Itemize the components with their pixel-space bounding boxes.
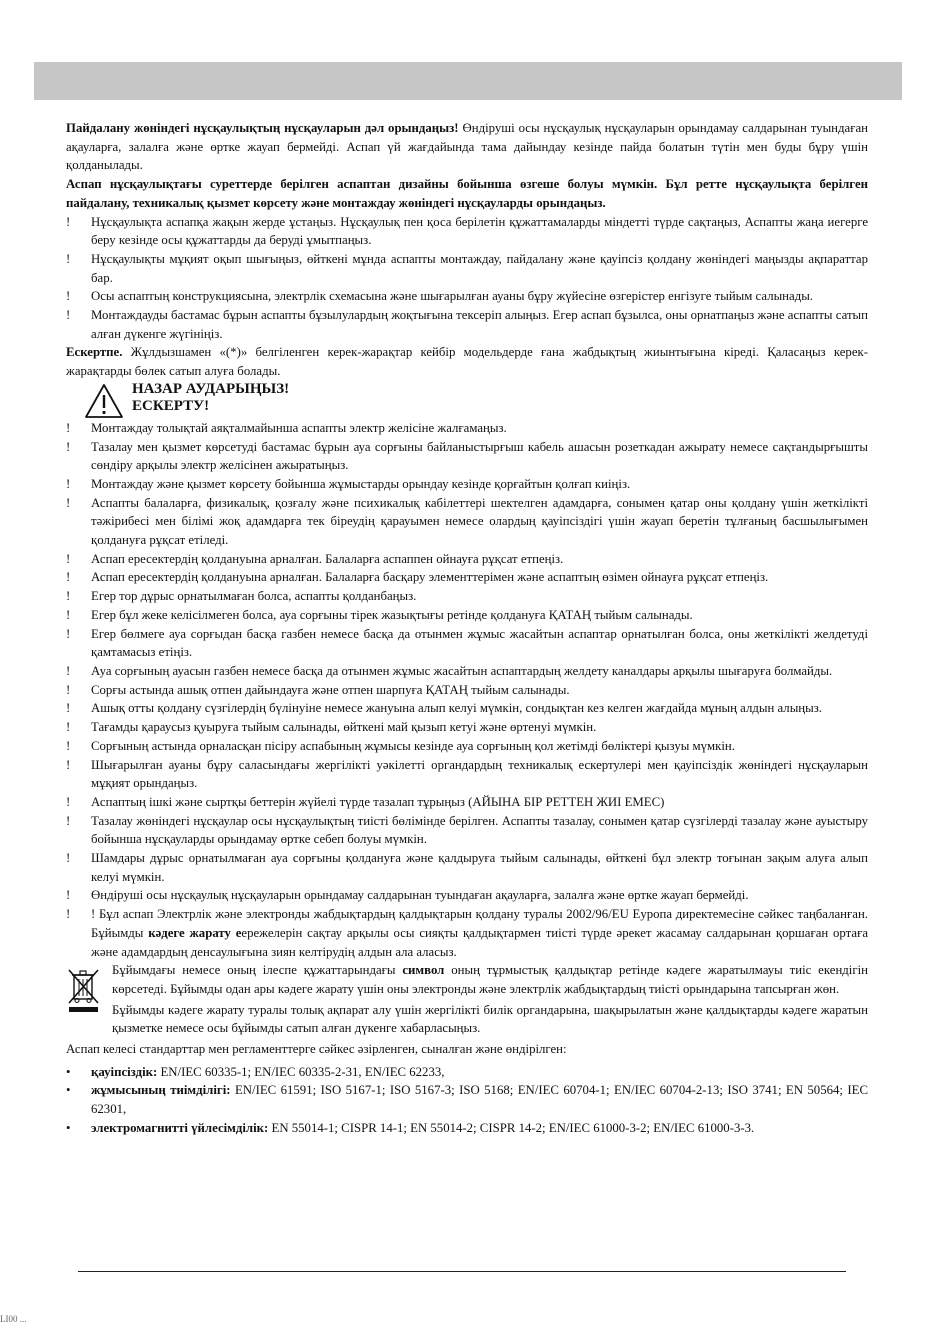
weee-paragraph-2: Бұйымды кәдеге жарату туралы толық ақпарат алу үшін жергілікті билік органдарына, шақырылатын және қалдықтарды кәдеге жаратын қызметке немесе осы бұйымды сатып алған дүкенге хабарласыңыз. [112, 1002, 868, 1036]
document-body [66, 119, 868, 1138]
list-item [66, 905, 868, 961]
design-note: Аспап нұсқаулықтағы суреттерде берілген аспаптан дизайны бойынша өзгеше болуы мүмкін. Бұл ретте нұсқаулықта берілген пайдалану, техникалық қызмет көрсету және монтаждау жөніндегі нұсқауларды орындаңыз. [66, 177, 868, 210]
warning-block [66, 381, 868, 419]
standard-label: қауіпсіздік: [91, 1064, 158, 1079]
list-item: ! Сорғының астында орналасқан пісіру аспабының жұмысы кезінде ауа сорғының қол жетімді бөліктері қызуы мүмкін. [66, 737, 868, 756]
weee-part2: оның тұрмыстық қалдықтар ретінде кәдеге жаратылмауы тиіс екендігін көрсетеді. Бұйымды одан ары кәдеге жарату үшін оны электронды және электрлік жабдықтардың тиісті орындарына тапсырған жөн. [112, 963, 869, 996]
standard-label: электромагнитті үйлесімділік: [91, 1120, 269, 1135]
warning-heading [132, 381, 289, 415]
weee-text [112, 961, 868, 1038]
intro-paragraph [66, 119, 868, 175]
list-item: ! Тазалау жөніндегі нұсқаулар осы нұсқаулықтың тиісті бөлімінде берілген. Аспапты тазалау, сонымен қатар сүзгілерді тазалау және ауыстыру бойынша нұсқауларды орындамау өртке себеп болуы мүмкін. [66, 812, 868, 849]
note-label: Ескертпе. [66, 345, 123, 360]
list-item: ! Аспап ересектердің қолдануына арналған. Балаларға басқару элементтерімен және аспаптың өзімен ойнауға рұқсат етпеңіз. [66, 568, 868, 587]
weee-symbol-word: символ [402, 963, 445, 978]
list-item: ! Өндіруші осы нұсқаулық нұсқауларын орындамау салдарынан туындаған ақауларға, залалға және өртке жауап бермейді. [66, 886, 868, 905]
weee-block [66, 961, 868, 1038]
list-item [66, 1119, 868, 1138]
warning-line-2: ЕСКЕРТУ! [132, 397, 210, 414]
header-bar [34, 62, 902, 100]
list-item: ! Монтаждау және қызмет көрсету бойынша жұмыстарды орындау кезінде қорғайтын қолғап киіңіз. [66, 475, 868, 494]
standard-text: EN/IEC 61591; ISO 5167-1; ISO 5167-3; ISO 5168; EN/IEC 60704-1; EN/IEC 60704-2-13; ISO 3741; EN 50564; IEC 62301, [91, 1083, 868, 1117]
warning-list [66, 419, 868, 961]
list-item: ! Монтаждауды бастамас бұрын аспапты бұзылулардың жоқтығына тексеріп алыңыз. Егер аспап бұзылса, оны орнатпаңыз және аспапты сатып алған дүкенге жүгініңіз. [66, 306, 868, 343]
list-item: ! Сорғы астында ашық отпен дайындауға және отпен шарпуға ҚАТАҢ тыйым салынады. [66, 681, 868, 700]
standard-text: EN/IEC 60335-1; EN/IEC 60335-2-31, EN/IEC 62233, [157, 1064, 445, 1079]
weee-symbol [66, 967, 112, 1019]
footer-rule [78, 1271, 846, 1272]
standard-text: EN 55014-1; CISPR 14-1; EN 55014-2; CISPR 14-2; EN/IEC 61000-3-2; EN/IEC 61000-3-3. [268, 1120, 755, 1135]
list-item: ! Ауа сорғының ауасын газбен немесе басқа да отынмен жұмыс жасайтын аспаптардың желдету каналдары арқылы шығаруға болмайды. [66, 662, 868, 681]
list-item: ! Егер бөлмеге ауа сорғыдан басқа газбен немесе басқа да отынмен жұмыс жасайтын аспаптар орнатылған болса, оны жеткілікті желдетуді қамтамасыз етіңіз. [66, 625, 868, 662]
list-item: ! Нұсқаулықты мұқият оқып шығыңыз, өйткені мұнда аспапты монтаждау, пайдалану және қауіпсіз қолдану жөніндегі маңызды ақпараттар бар. [66, 250, 868, 287]
intro-rest: Өндіруші осы нұсқаулық нұсқауларын орындамау салдарынан туындаған ақауларға, залалға және өртке жауап бермейді. Аспап үй жағдайында тама дайындау кезінде пайда болатын түтін мен буды бұру үшін қолданылады. [66, 121, 868, 173]
weee-intro-part1: ! Бұл аспап Электрлік және электронды жабдықтардың қалдықтарын қолдану туралы 2002/96/EU Еуропа директемесіне сәйкес таңбаланған. Бұйымды [91, 907, 868, 940]
general-list [66, 213, 868, 344]
list-item: ! Аспапты балаларға, физикалық, қозғалу және психикалық кабілеттері шектелген адамдарға, сонымен қатар оны қолдану үшін жеткілікті тәжірибесі мен білімі жоқ адамдарға тек біреудің қарауымен немесе олардың қауіпсіздігі үшін жауап беретін тұлғаның басшылығымен қолдануға рұқсат етіледі. [66, 494, 868, 550]
warning-triangle-icon [84, 383, 124, 419]
list-item: ! Тазалау мен қызмет көрсетуді бастамас бұрын ауа сорғыны байланыстырғыш кабель ашасын розеткадан ажырату немесе сақтандырғышты сөндіру арқылы электр желісінен ажыратыңыз. [66, 438, 868, 475]
warning-line-1: НАЗАР АУДАРЫҢЫЗ! [132, 380, 290, 397]
list-item: ! Осы аспаптың конструкциясына, электрлік схемасына және шығарылған ауаны бұру жүйесіне өзгерістер енгізуге тыйым салынады. [66, 287, 868, 306]
list-item [66, 1063, 868, 1082]
note-paragraph [66, 343, 868, 380]
standard-label: жұмысының тиімділігі: [91, 1083, 231, 1098]
list-item: ! Егер тор дұрыс орнатылмаған болса, аспапты қолданбаңыз. [66, 587, 868, 606]
list-item: ! Ашық отты қолдану сүзгілердің бүлінуіне немесе жануына алып келуі мүмкін, сондықтан кез келген жағдайда мұның алдын алыңыз. [66, 699, 868, 718]
list-item: ! Монтаждау толықтай аяқталмайынша аспапты электр желісіне жалғамаңыз. [66, 419, 868, 438]
weee-intro-part2: ережелерін сақтау арқылы осы сияқты қалдықтармен тиісті түрде әрекет жасамау салдарынан қоршаған ортаға және адамдардың денсаулығына зиян келтірудің алдын ала аласыз. [91, 925, 869, 959]
list-item: ! Тағамды қараусыз қуыруға тыйым салынады, өйткені май қызып кетуі және өртенуі мүмкін. [66, 718, 868, 737]
intro-lead: Пайдалану жөніндегі нұсқаулықтың нұсқауларын дәл орындаңыз! [66, 121, 459, 135]
footer-code: LI00 ... [0, 1314, 27, 1324]
list-item: ! Шығарылған ауаны бұру саласындағы жергілікті уәкілетті органдардың техникалық ескертулері мен қауіпсіздік жөніндегі нұсқауларын мұқият орындаңыз. [66, 756, 868, 793]
list-item: ! Нұсқаулықта аспапқа жақын жерде ұстаңыз. Нұсқаулық пен қоса берілетін құжаттамаларды міндетті түрде сақтаңыз, Аспапты жаңа иегерге беру кезінде осы құжаттарды да беруді ұмытпаңыз. [66, 213, 868, 250]
standards-intro: Аспап келесі стандарттар мен регламенттерге сәйкес әзірленген, сыналған және өндірілген: [66, 1042, 567, 1057]
list-item [66, 1081, 868, 1118]
weee-intro-bold: кәдеге жарату е [148, 925, 242, 940]
list-item: ! Аспаптың ішкі және сыртқы беттерін жүйелі түрде тазалап тұрыңыз (АЙЫНА БІР РЕТТЕН ЖИІ ЕМЕС) [66, 793, 868, 812]
standards-list [66, 1063, 868, 1138]
crossed-bin-icon [66, 967, 102, 1013]
list-item: ! Шамдары дұрыс орнатылмаған ауа сорғыны қолдануға және қалдыруға тыйым салынады, өйткені бұл электр тоғынан зақым алуға алып келуі мүмкін. [66, 849, 868, 886]
list-item: ! Егер бұл жеке келісілмеген болса, ауа сорғыны тірек жазықтығы ретінде қолдануға ҚАТАҢ тыйым салынады. [66, 606, 868, 625]
weee-paragraph-1 [112, 961, 868, 998]
weee-part1: Бұйымдағы немесе оның ілеспе құжаттарындағы [112, 963, 403, 978]
note-text: Жұлдызшамен «(*)» белгіленген керек-жарақтар кейбір модельдерде ғана жабдықтың жиынтығына кіреді. Қаласаңыз керек-жарақтарды бөлек сатып алуға болады. [66, 345, 868, 379]
list-item: ! Аспап ересектердің қолдануына арналған. Балаларға аспаппен ойнауға рұқсат етпеңіз. [66, 550, 868, 569]
